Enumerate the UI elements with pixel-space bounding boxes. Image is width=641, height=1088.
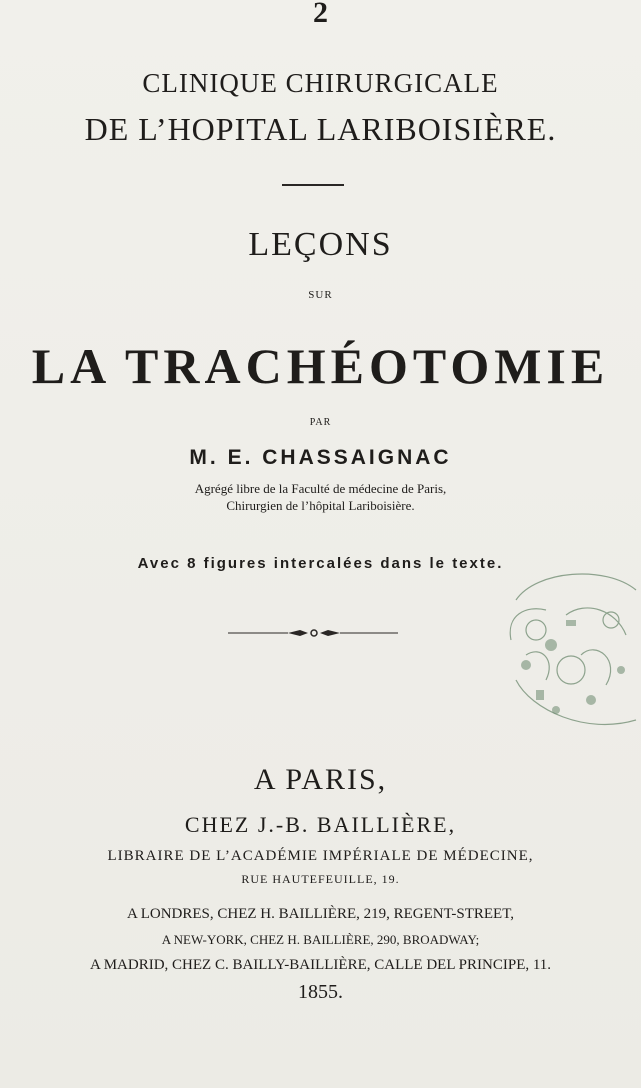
divider-rule (282, 184, 344, 186)
imprint-address: RUE HAUTEFEUILLE, 19. (241, 872, 400, 886)
author-credential-1: Agrégé libre de la Faculté de médecine de Paris, (194, 481, 447, 496)
main-title: LA TRACHÉOTOMIE (31, 338, 610, 394)
title-sur: SUR (308, 289, 333, 301)
institution-line-2: DE L’HOPITAL LARIBOISIÈRE. (84, 111, 557, 147)
ornament-rule-icon (228, 627, 398, 639)
imprint-year: 1855. (298, 981, 343, 1003)
imprint-new-york: A NEW-YORK, CHEZ H. BAILLIÈRE, 290, BROADWAY; (161, 932, 480, 947)
imprint-publisher: CHEZ J.-B. BAILLIÈRE, (184, 812, 457, 837)
figures-note: Avec 8 figures intercalées dans le texte. (137, 555, 504, 572)
imprint-city: A PARIS, (253, 763, 388, 796)
institution-line-1: CLINIQUE CHIRURGICALE (142, 68, 499, 98)
library-stamp-icon (496, 560, 641, 745)
imprint-london: A LONDRES, CHEZ H. BAILLIÈRE, 219, REGENT-STREET, (126, 906, 515, 922)
imprint-libraire: LIBRAIRE DE L’ACADÉMIE IMPÉRIALE DE MÉDECINE, (107, 848, 534, 864)
author-name: M. E. CHASSAIGNAC (189, 446, 452, 469)
by-label: PAR (309, 417, 332, 428)
imprint-madrid: A MADRID, CHEZ C. BAILLY-BAILLIÈRE, CALLE DEL PRINCIPE, 11. (89, 957, 552, 973)
shelfmark-number: 2 (313, 0, 328, 22)
title-lecons: LEÇONS (248, 226, 393, 263)
author-credential-2: Chirurgien de l’hôpital Lariboisière. (226, 498, 415, 513)
